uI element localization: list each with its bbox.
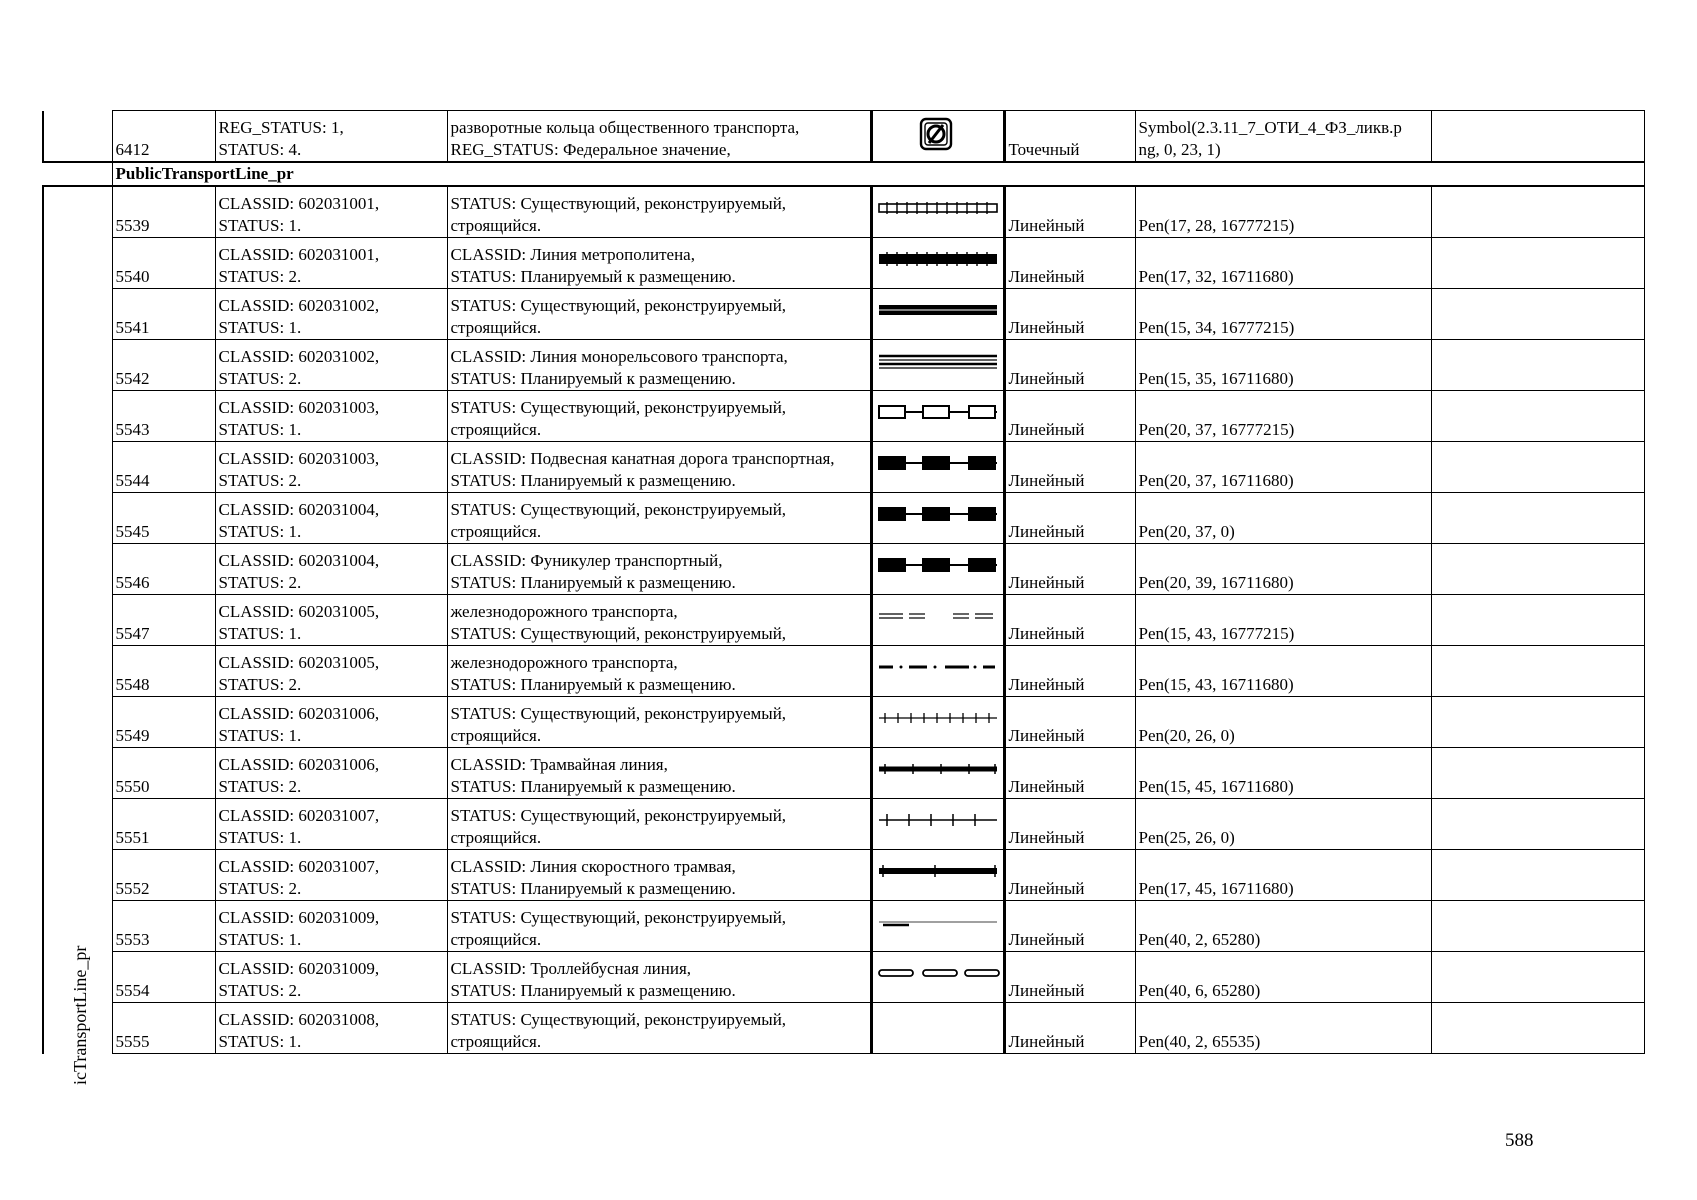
- symbol-cell: [871, 238, 1004, 289]
- id-cell: 5547: [112, 595, 215, 646]
- line-symbol-double-line-bold: [873, 290, 1003, 338]
- table-row: [43, 289, 1644, 340]
- symbol-cell: [871, 748, 1004, 799]
- id-cell: 5542: [112, 340, 215, 391]
- section-spacer: [43, 162, 112, 186]
- side-cell: [43, 748, 112, 799]
- table-row: [43, 186, 1644, 238]
- symbol-cell: [871, 186, 1004, 238]
- condition-cell: CLASSID: 602031002, STATUS: 2.: [215, 340, 447, 391]
- style-cell: Pen(40, 6, 65280): [1135, 952, 1431, 1003]
- description-cell: STATUS: Существующий, реконструируемый, строящийся.: [447, 1003, 871, 1054]
- style-cell: Pen(20, 37, 0): [1135, 493, 1431, 544]
- condition-cell: CLASSID: 602031001, STATUS: 1.: [215, 186, 447, 238]
- style-cell: Pen(20, 26, 0): [1135, 697, 1431, 748]
- extra-cell: [1431, 748, 1644, 799]
- side-cell: [43, 595, 112, 646]
- extra-cell: [1431, 544, 1644, 595]
- table-row: [43, 901, 1644, 952]
- type-cell: Линейный: [1004, 646, 1135, 697]
- side-cell: [43, 391, 112, 442]
- extra-cell: [1431, 391, 1644, 442]
- style-cell: Pen(17, 28, 16777215): [1135, 186, 1431, 238]
- condition-cell: CLASSID: 602031003, STATUS: 1.: [215, 391, 447, 442]
- side-cell: [43, 850, 112, 901]
- table-row: [43, 697, 1644, 748]
- extra-cell: [1431, 646, 1644, 697]
- extra-cell: [1431, 238, 1644, 289]
- type-cell: Линейный: [1004, 289, 1135, 340]
- condition-cell: CLASSID: 602031006, STATUS: 1.: [215, 697, 447, 748]
- condition-cell: CLASSID: 602031002, STATUS: 1.: [215, 289, 447, 340]
- description-cell: STATUS: Существующий, реконструируемый, строящийся.: [447, 799, 871, 850]
- type-cell: Точечный: [1004, 111, 1135, 163]
- type-cell: Линейный: [1004, 697, 1135, 748]
- extra-cell: [1431, 901, 1644, 952]
- side-cell: [43, 697, 112, 748]
- id-cell: 5552: [112, 850, 215, 901]
- style-cell: Pen(15, 45, 16711680): [1135, 748, 1431, 799]
- description-cell: железнодорожного транспорта, STATUS: Планируемый к размещению.: [447, 646, 871, 697]
- side-cell: [43, 799, 112, 850]
- side-label: icTransportLine_pr: [70, 945, 90, 1085]
- table-row: [43, 595, 1644, 646]
- type-cell: Линейный: [1004, 238, 1135, 289]
- line-symbol-boxes-filled: [873, 443, 1003, 491]
- extra-cell: [1431, 340, 1644, 391]
- style-cell: Symbol(2.3.11_7_ОТИ_4_ФЗ_ликв.р ng, 0, 23, 1): [1135, 111, 1431, 163]
- extra-cell: [1431, 799, 1644, 850]
- symbol-cell: [871, 697, 1004, 748]
- condition-cell: CLASSID: 602031008, STATUS: 1.: [215, 1003, 447, 1054]
- symbol-cell: [871, 901, 1004, 952]
- condition-cell: CLASSID: 602031009, STATUS: 1.: [215, 901, 447, 952]
- description-cell: железнодорожного транспорта, STATUS: Существующий, реконструируемый,: [447, 595, 871, 646]
- description-cell: STATUS: Существующий, реконструируемый, строящийся.: [447, 493, 871, 544]
- section-title: PublicTransportLine_pr: [112, 162, 1644, 186]
- side-cell: [43, 493, 112, 544]
- type-cell: Линейный: [1004, 901, 1135, 952]
- side-cell: [43, 544, 112, 595]
- line-symbol-thin-line: [873, 902, 1003, 950]
- type-cell: Линейный: [1004, 493, 1135, 544]
- description-cell: CLASSID: Подвесная канатная дорога транспортная, STATUS: Планируемый к размещению.: [447, 442, 871, 493]
- side-cell: [43, 901, 112, 952]
- style-cell: Pen(15, 43, 16777215): [1135, 595, 1431, 646]
- symbol-cell: [871, 1003, 1004, 1054]
- id-cell: 6412: [112, 111, 215, 163]
- style-cell: Pen(40, 2, 65280): [1135, 901, 1431, 952]
- condition-cell: CLASSID: 602031009, STATUS: 2.: [215, 952, 447, 1003]
- side-cell: [43, 111, 112, 163]
- condition-cell: REG_STATUS: 1, STATUS: 4.: [215, 111, 447, 163]
- id-cell: 5539: [112, 186, 215, 238]
- line-symbol-boxes-hollow: [873, 392, 1003, 440]
- id-cell: 5546: [112, 544, 215, 595]
- description-cell: STATUS: Существующий, реконструируемый, строящийся.: [447, 697, 871, 748]
- id-cell: 5554: [112, 952, 215, 1003]
- extra-cell: [1431, 289, 1644, 340]
- side-cell: [43, 340, 112, 391]
- style-cell: Pen(17, 32, 16711680): [1135, 238, 1431, 289]
- symbol-cell: [871, 595, 1004, 646]
- line-symbol-ticks-sparse: [873, 800, 1003, 848]
- table-row: [43, 442, 1644, 493]
- symbol-cell: [871, 493, 1004, 544]
- type-cell: Линейный: [1004, 442, 1135, 493]
- id-cell: 5553: [112, 901, 215, 952]
- table-row: [43, 493, 1644, 544]
- symbol-cell: [871, 391, 1004, 442]
- line-symbol-none: [873, 1004, 1003, 1052]
- extra-cell: [1431, 1003, 1644, 1054]
- condition-cell: CLASSID: 602031006, STATUS: 2.: [215, 748, 447, 799]
- extra-cell: [1431, 952, 1644, 1003]
- style-cell: Pen(15, 34, 16777215): [1135, 289, 1431, 340]
- side-cell: [43, 442, 112, 493]
- line-symbol-dashes-thin: [873, 596, 1003, 644]
- description-cell: CLASSID: Линия метрополитена, STATUS: Планируемый к размещению.: [447, 238, 871, 289]
- line-symbol-boxes-filled: [873, 545, 1003, 593]
- id-cell: 5543: [112, 391, 215, 442]
- id-cell: 5545: [112, 493, 215, 544]
- type-cell: Линейный: [1004, 391, 1135, 442]
- style-cell: Pen(20, 39, 16711680): [1135, 544, 1431, 595]
- condition-cell: CLASSID: 602031004, STATUS: 2.: [215, 544, 447, 595]
- style-cell: Pen(15, 43, 16711680): [1135, 646, 1431, 697]
- line-symbol-triple-line: [873, 341, 1003, 389]
- description-cell: CLASSID: Трамвайная линия, STATUS: Планируемый к размещению.: [447, 748, 871, 799]
- type-cell: Линейный: [1004, 340, 1135, 391]
- symbol-cell: [871, 289, 1004, 340]
- description-cell: STATUS: Существующий, реконструируемый, строящийся.: [447, 289, 871, 340]
- description-cell: STATUS: Существующий, реконструируемый, строящийся.: [447, 186, 871, 238]
- id-cell: 5550: [112, 748, 215, 799]
- style-cell: Pen(20, 37, 16711680): [1135, 442, 1431, 493]
- type-cell: Линейный: [1004, 595, 1135, 646]
- table-row: [43, 544, 1644, 595]
- description-cell: STATUS: Существующий, реконструируемый, строящийся.: [447, 391, 871, 442]
- description-cell: разворотные кольца общественного транспорта, REG_STATUS: Федеральное значение,: [447, 111, 871, 163]
- table-row: [43, 799, 1644, 850]
- table-row: [43, 238, 1644, 289]
- side-cell: [43, 186, 112, 238]
- type-cell: Линейный: [1004, 799, 1135, 850]
- line-symbol-rail-hatched: [873, 188, 1003, 236]
- id-cell: 5541: [112, 289, 215, 340]
- line-symbol-ticks-sparse-bold: [873, 851, 1003, 899]
- table-row: [43, 646, 1644, 697]
- type-cell: Линейный: [1004, 1003, 1135, 1054]
- id-cell: 5540: [112, 238, 215, 289]
- description-cell: CLASSID: Фуникулер транспортный, STATUS: Планируемый к размещению.: [447, 544, 871, 595]
- symbol-cell: [871, 850, 1004, 901]
- style-cell: Pen(15, 35, 16711680): [1135, 340, 1431, 391]
- table-row: [43, 340, 1644, 391]
- symbol-cell: [871, 952, 1004, 1003]
- extra-cell: [1431, 595, 1644, 646]
- table-row-top: [43, 111, 1644, 163]
- line-symbol-boxes-filled: [873, 494, 1003, 542]
- symbol-cell: [871, 442, 1004, 493]
- symbol-cell: [871, 799, 1004, 850]
- symbol-cell: [871, 646, 1004, 697]
- line-symbol-dash-dot: [873, 647, 1003, 695]
- symbol-cell: [871, 544, 1004, 595]
- extra-cell: [1431, 493, 1644, 544]
- table-row: [43, 952, 1644, 1003]
- side-cell: [43, 238, 112, 289]
- line-symbol-rail-hatched-bold: [873, 239, 1003, 287]
- condition-cell: CLASSID: 602031001, STATUS: 2.: [215, 238, 447, 289]
- condition-cell: CLASSID: 602031004, STATUS: 1.: [215, 493, 447, 544]
- style-cell: Pen(17, 45, 16711680): [1135, 850, 1431, 901]
- style-cell: Pen(20, 37, 16777215): [1135, 391, 1431, 442]
- description-cell: STATUS: Существующий, реконструируемый, строящийся.: [447, 901, 871, 952]
- table-row: [43, 1003, 1644, 1054]
- side-cell: [43, 289, 112, 340]
- type-cell: Линейный: [1004, 186, 1135, 238]
- description-cell: CLASSID: Линия монорельсового транспорта, STATUS: Планируемый к размещению.: [447, 340, 871, 391]
- symbol-cell: [871, 340, 1004, 391]
- type-cell: Линейный: [1004, 748, 1135, 799]
- table-row: [43, 850, 1644, 901]
- table-row: [43, 391, 1644, 442]
- page-number: 588: [1505, 1130, 1534, 1151]
- extra-cell: [1431, 186, 1644, 238]
- condition-cell: CLASSID: 602031003, STATUS: 2.: [215, 442, 447, 493]
- symbol-cell: [871, 111, 1004, 163]
- id-cell: 5549: [112, 697, 215, 748]
- id-cell: 5555: [112, 1003, 215, 1054]
- extra-cell: [1431, 442, 1644, 493]
- line-symbol-ticks-bold: [873, 749, 1003, 797]
- line-symbol-capsules: [873, 953, 1003, 1001]
- condition-cell: CLASSID: 602031005, STATUS: 2.: [215, 646, 447, 697]
- condition-cell: CLASSID: 602031005, STATUS: 1.: [215, 595, 447, 646]
- section-header-row: [43, 162, 1644, 186]
- style-cell: Pen(25, 26, 0): [1135, 799, 1431, 850]
- id-cell: 5544: [112, 442, 215, 493]
- side-cell: [43, 646, 112, 697]
- extra-cell: [1431, 111, 1644, 163]
- condition-cell: CLASSID: 602031007, STATUS: 1.: [215, 799, 447, 850]
- extra-cell: [1431, 697, 1644, 748]
- extra-cell: [1431, 850, 1644, 901]
- table-row: [43, 748, 1644, 799]
- condition-cell: CLASSID: 602031007, STATUS: 2.: [215, 850, 447, 901]
- id-cell: 5548: [112, 646, 215, 697]
- type-cell: Линейный: [1004, 850, 1135, 901]
- crossed-circle-square-icon: [873, 112, 1003, 160]
- style-cell: Pen(40, 2, 65535): [1135, 1003, 1431, 1054]
- description-cell: CLASSID: Линия скоростного трамвая, STATUS: Планируемый к размещению.: [447, 850, 871, 901]
- line-symbol-ticks-thin: [873, 698, 1003, 746]
- symbol-table: [42, 110, 1645, 1054]
- id-cell: 5551: [112, 799, 215, 850]
- type-cell: Линейный: [1004, 544, 1135, 595]
- description-cell: CLASSID: Троллейбусная линия, STATUS: Планируемый к размещению.: [447, 952, 871, 1003]
- type-cell: Линейный: [1004, 952, 1135, 1003]
